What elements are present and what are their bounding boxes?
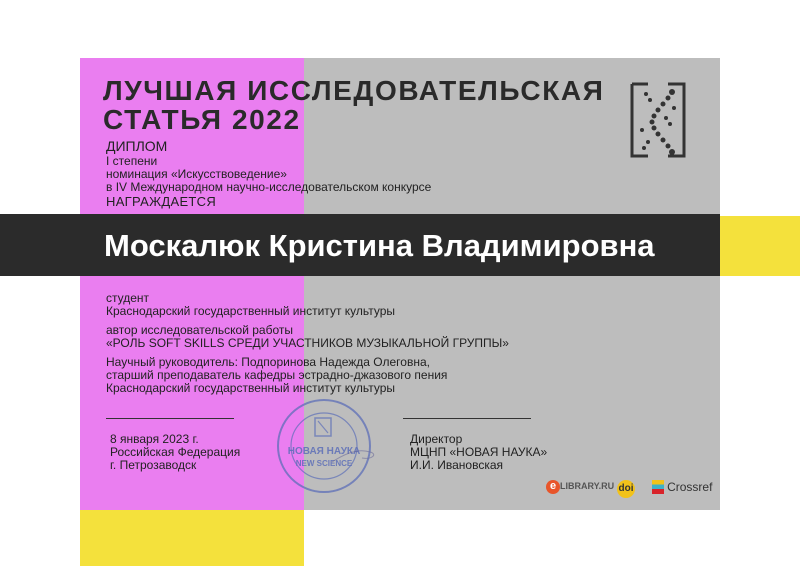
issue-country: Российская Федерация	[110, 445, 241, 459]
recipient-status: студент	[106, 291, 150, 305]
issue-date: 8 января 2023 г.	[110, 432, 199, 446]
director-name: И.И. Ивановская	[410, 458, 504, 472]
stamp-seal-icon	[274, 396, 390, 496]
certificate-title	[103, 76, 604, 134]
degree-label: I степени	[106, 154, 158, 168]
crossref-text: Crossref	[667, 480, 713, 494]
contest-label: в IV Международном научно-исследовательском конкурсе	[106, 180, 432, 194]
elibrary-logo	[546, 480, 614, 494]
supervisor-line-3: Краснодарский государственный институт культуры	[106, 381, 396, 395]
doi-icon: doi	[617, 480, 635, 498]
organization-name: МЦНП «НОВАЯ НАУКА»	[410, 445, 548, 459]
signature-line-right	[403, 418, 531, 419]
elibrary-e-icon: e	[546, 480, 560, 494]
supervisor-line-2: старший преподаватель кафедры эстрадно-джазового пения	[106, 368, 448, 382]
crossref-logo	[652, 480, 712, 494]
issue-city: г. Петрозаводск	[110, 458, 197, 472]
awarded-label: НАГРАЖДАЕТСЯ	[106, 194, 217, 209]
yellow-accent-right	[720, 216, 800, 276]
dna-frame-icon	[630, 82, 686, 158]
title-line-2: СТАТЬЯ 2022	[103, 104, 301, 135]
elibrary-text: LIBRARY.RU	[560, 481, 615, 491]
work-title: «РОЛЬ SOFT SKILLS СРЕДИ УЧАСТНИКОВ МУЗЫКАЛЬНОЙ ГРУППЫ»	[106, 336, 509, 350]
work-label: автор исследовательской работы	[106, 323, 294, 337]
seal-text-sub: NEW SCIENCE	[295, 459, 353, 468]
crossref-icon	[652, 480, 664, 494]
supervisor-line-1: Научный руководитель: Подпоринова Надежда Олеговна,	[106, 355, 430, 369]
signature-line-left	[106, 418, 234, 419]
director-title: Директор	[410, 432, 463, 446]
title-line-1: ЛУЧШАЯ ИССЛЕДОВАТЕЛЬСКАЯ	[103, 75, 605, 106]
diploma-label: ДИПЛОМ	[106, 138, 168, 154]
doi-logo	[617, 480, 635, 498]
seal-text-main: НОВАЯ НАУКА	[287, 446, 361, 457]
recipient-institution: Краснодарский государственный институт культуры	[106, 304, 396, 318]
nomination-label: номинация «Искусствоведение»	[106, 167, 287, 181]
recipient-name: Москалюк Кристина Владимировна	[104, 228, 655, 263]
yellow-accent-bottom	[80, 510, 304, 566]
